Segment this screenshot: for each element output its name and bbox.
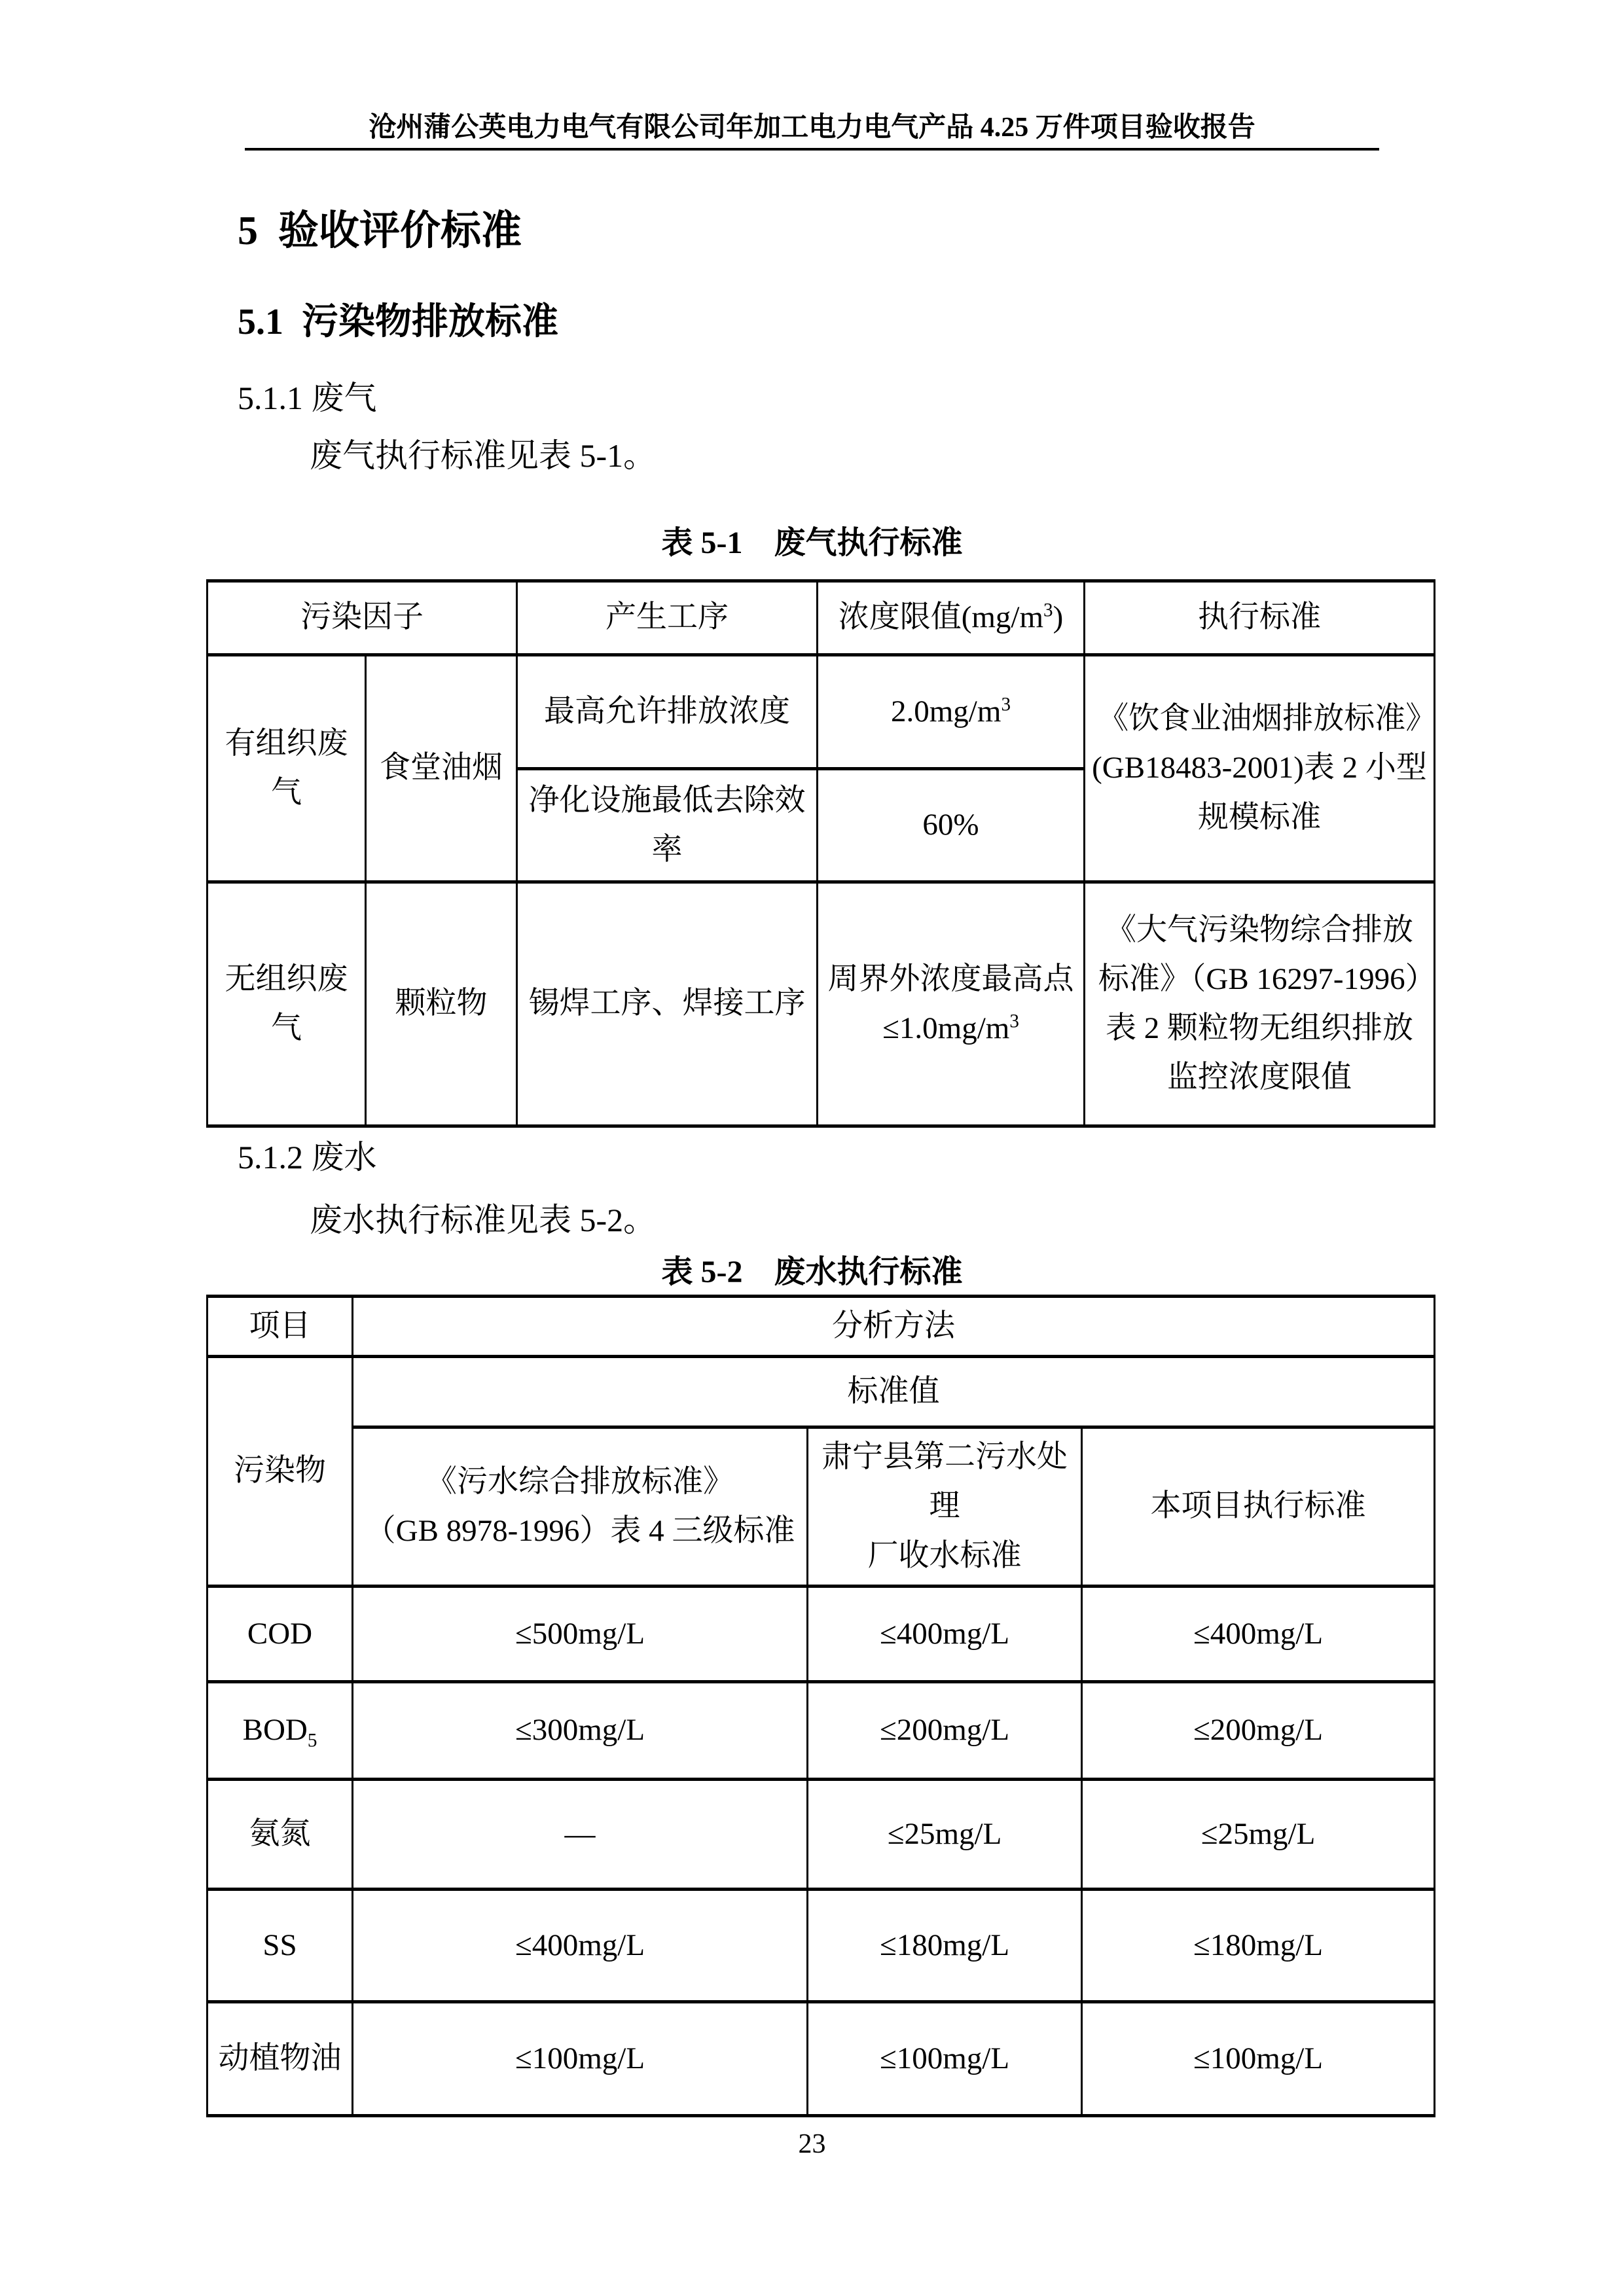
t2-row-ss-national: ≤400mg/L <box>353 1889 808 2001</box>
t1-organized-sub2-value: 60% <box>818 769 1085 882</box>
t1-unorganized-category: 无组织废气 <box>208 882 366 1126</box>
t2-row-cod-national: ≤500mg/L <box>353 1586 808 1681</box>
t2-row-bod-name <box>208 1681 353 1779</box>
t1-organized-sub1-value <box>818 655 1085 769</box>
t1-header-limit-text: 浓度限值(mg/m <box>838 600 1044 635</box>
t2-row-nh3-local: ≤25mg/L <box>808 1779 1082 1889</box>
t1-unorganized-value-line1: 周界外浓度最高点 <box>827 961 1074 996</box>
t2-row-nh3-project: ≤25mg/L <box>1082 1779 1435 1889</box>
t1-header-process: 产生工序 <box>517 581 818 655</box>
t2-row-oil-project: ≤100mg/L <box>1082 2001 1435 2115</box>
section-heading-5: 5 验收评价标准 <box>238 209 522 253</box>
t2-header-local-line1: 肃宁县第二污水处理 <box>821 1440 1068 1524</box>
table-row <box>208 1586 1435 1681</box>
t1-organized-category: 有组织废气 <box>208 655 366 882</box>
t2-row-cod-local: ≤400mg/L <box>808 1586 1082 1681</box>
table-row <box>208 882 1435 1126</box>
table1-title: 表 5-1 废气执行标准 <box>661 526 963 560</box>
t1-header-limit <box>818 581 1085 655</box>
t2-row-bod-name-sub: 5 <box>307 1730 317 1751</box>
t2-row-oil-national: ≤100mg/L <box>353 2001 808 2115</box>
t1-organized-sub1-value-text: 2.0mg/m <box>891 694 1001 728</box>
table-row <box>208 655 1435 769</box>
t2-header-method: 分析方法 <box>353 1297 1435 1357</box>
t1-organized-pollutant: 食堂油烟 <box>366 655 517 882</box>
t2-header-national-standard <box>353 1427 808 1587</box>
table-row <box>208 1357 1435 1427</box>
t1-unorganized-value-sup: 3 <box>1009 1011 1019 1032</box>
t2-header-national-line1: 《污水综合排放标准》 <box>426 1464 734 1499</box>
t2-row-oil-name: 动植物油 <box>208 2001 353 2115</box>
t2-row-bod-national: ≤300mg/L <box>353 1681 808 1779</box>
t1-unorganized-standard: 《大气污染物综合排放标准》（GB 16297-1996）表 2 颗粒物无组织排放监控浓度限值 <box>1085 882 1435 1126</box>
t1-unorganized-value-line2-text: ≤1.0mg/m <box>882 1011 1010 1045</box>
t2-header-item: 项目 <box>208 1297 353 1357</box>
t2-row-ss-name: SS <box>208 1889 353 2001</box>
t1-header-limit-close: ) <box>1053 600 1064 635</box>
t2-header-pollutant: 污染物 <box>208 1357 353 1587</box>
section-heading-5-1-2: 5.1.2 废水 <box>238 1139 377 1175</box>
table-row <box>208 1681 1435 1779</box>
t1-organized-sub2-process: 净化设施最低去除效率 <box>517 769 818 882</box>
t2-header-local-standard <box>808 1427 1082 1587</box>
t1-organized-standard: 《饮食业油烟排放标准》(GB18483-2001)表 2 小型规模标准 <box>1085 655 1435 882</box>
paragraph-water-intro: 废水执行标准见表 5-2。 <box>310 1202 657 1238</box>
t1-unorganized-process: 锡焊工序、焊接工序 <box>517 882 818 1126</box>
table-row <box>208 1427 1435 1587</box>
t1-unorganized-pollutant: 颗粒物 <box>366 882 517 1126</box>
table-5-2-waste-water-standards <box>206 1295 1435 2117</box>
table-row <box>208 581 1435 655</box>
t2-row-oil-local: ≤100mg/L <box>808 2001 1082 2115</box>
t2-row-ss-project: ≤180mg/L <box>1082 1889 1435 2001</box>
t2-row-ss-local: ≤180mg/L <box>808 1889 1082 2001</box>
table-row <box>208 1779 1435 1889</box>
table2-title: 表 5-2 废水执行标准 <box>661 1255 963 1289</box>
t2-row-nh3-national: — <box>353 1779 808 1889</box>
t2-header-local-line2: 厂收水标准 <box>867 1538 1022 1573</box>
t2-row-bod-name-text: BOD <box>242 1713 308 1748</box>
t1-organized-sub1-process: 最高允许排放浓度 <box>517 655 818 769</box>
t2-row-bod-project: ≤200mg/L <box>1082 1681 1435 1779</box>
table-row <box>208 1889 1435 2001</box>
t1-header-factor: 污染因子 <box>208 581 517 655</box>
paragraph-gas-intro: 废气执行标准见表 5-1。 <box>310 437 657 474</box>
t2-header-project-standard: 本项目执行标准 <box>1082 1427 1435 1587</box>
t1-organized-sub1-value-sup: 3 <box>1001 694 1011 715</box>
t1-header-limit-sup: 3 <box>1043 600 1053 621</box>
t1-unorganized-value-line2 <box>825 1004 1077 1053</box>
t2-header-national-line2: （GB 8978-1996）表 4 三级标准 <box>365 1513 795 1548</box>
running-header: 沧州蒲公英电力电气有限公司年加工电力电气产品 4.25 万件项目验收报告 <box>369 113 1255 143</box>
t1-unorganized-value <box>818 882 1085 1126</box>
table-row <box>208 1297 1435 1357</box>
page-number: 23 <box>798 2129 826 2159</box>
section-heading-5-1-1: 5.1.1 废气 <box>238 380 377 416</box>
t2-row-cod-name: COD <box>208 1586 353 1681</box>
t1-header-standard: 执行标准 <box>1085 581 1435 655</box>
t2-row-bod-local: ≤200mg/L <box>808 1681 1082 1779</box>
table-5-1-waste-gas-standards <box>206 579 1435 1128</box>
table-row <box>208 2001 1435 2115</box>
header-rule <box>245 148 1379 151</box>
t2-row-cod-project: ≤400mg/L <box>1082 1586 1435 1681</box>
section-heading-5-1: 5.1 污染物排放标准 <box>238 302 558 342</box>
t2-row-nh3-name: 氨氮 <box>208 1779 353 1889</box>
t2-header-standard-value: 标准值 <box>353 1357 1435 1427</box>
